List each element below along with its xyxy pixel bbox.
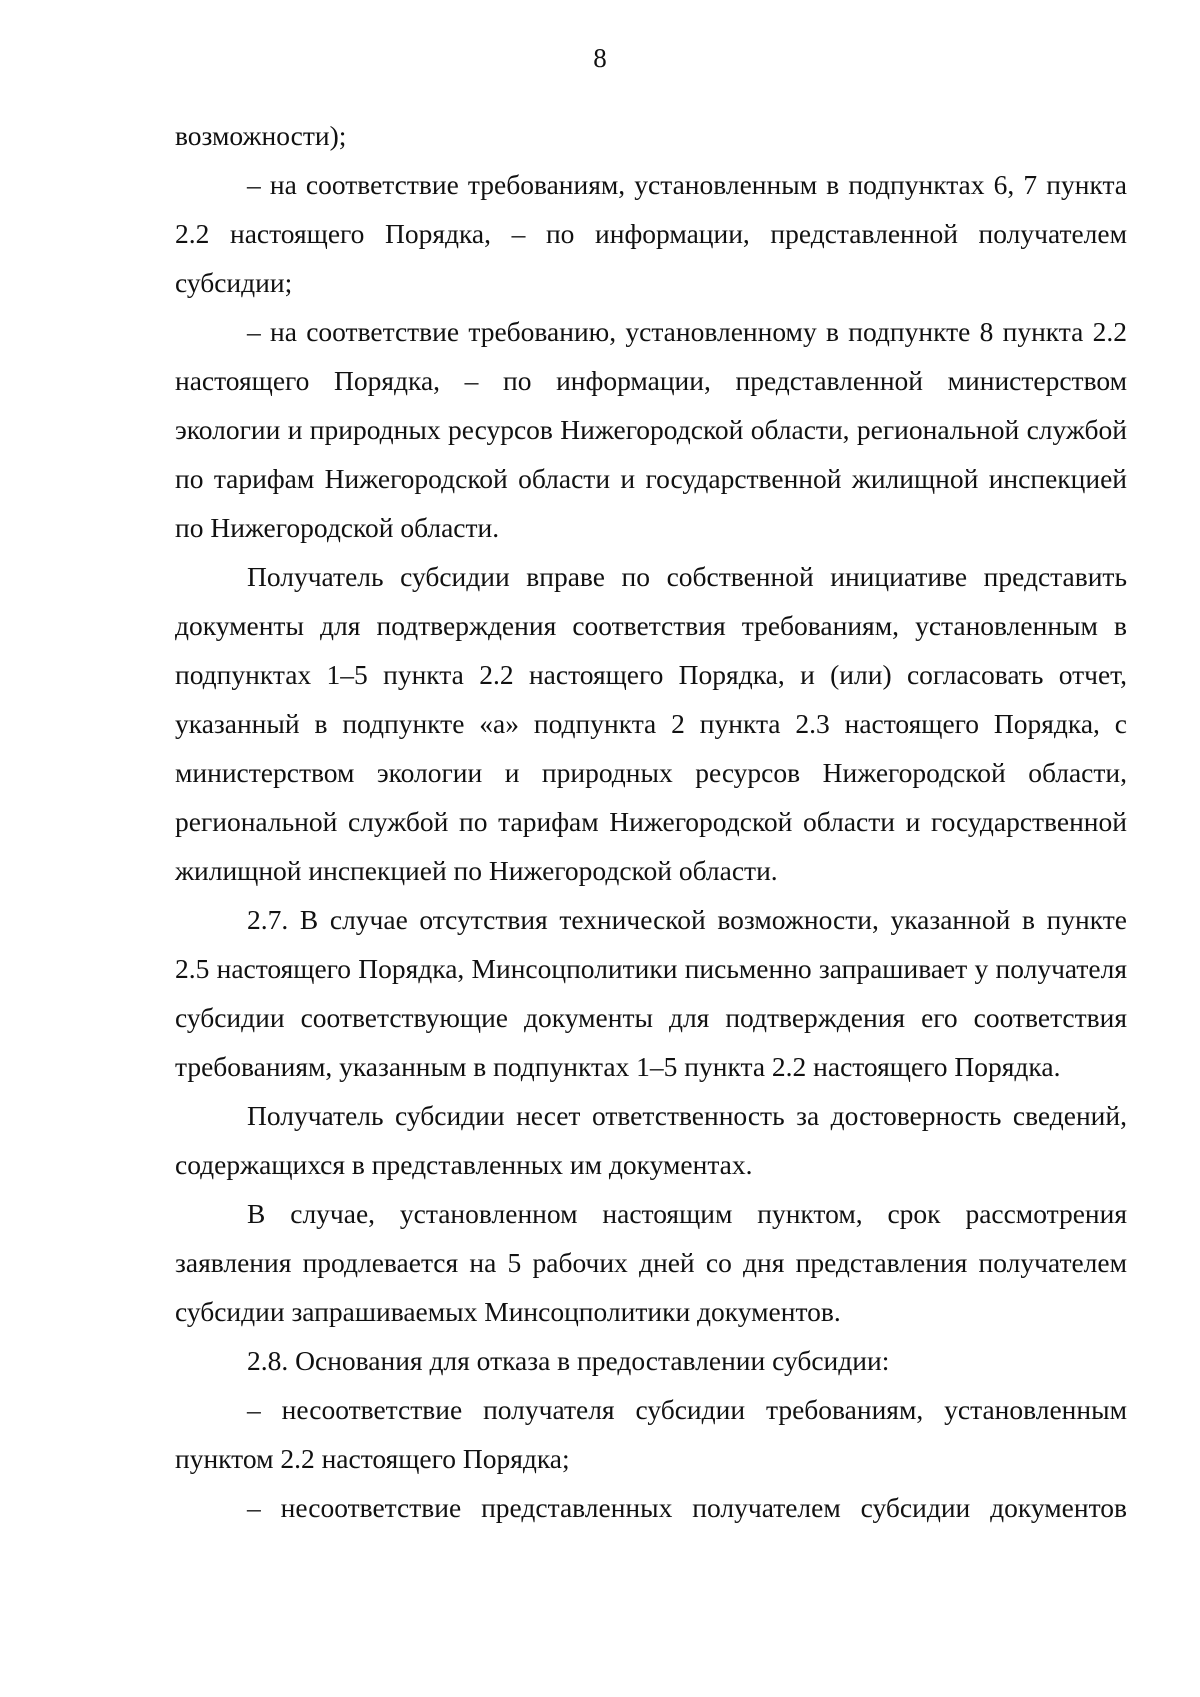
paragraph-requirements-6-7: – на соответствие требованиям, установленным в подпунктах 6, 7 пункта 2.2 настоящего Порядка, – по информации, представленной получателем субсидии; xyxy=(175,169,1127,298)
paragraph-continuation: возможности); xyxy=(175,120,347,151)
paragraph-recipient-initiative: Получатель субсидии вправе по собственной инициативе представить документы для подтверждения соответствия требованиям, установленным в подпунктах 1–5 пункта 2.2 настоящего Порядка, и (или) согласовать отчет, указанный в подпункте «а» подпункта 2 пункта 2.3 настоящего Порядка, с министерством экологии и природных ресурсов Нижегородской области, региональной службой по тарифам Нижегородской области и государственной жилищной инспекцией по Нижегородской области. xyxy=(175,561,1127,886)
page-number: 8 xyxy=(593,43,607,73)
paragraph-refusal-reason-2: – несоответствие представленных получателем субсидии документов xyxy=(247,1492,1127,1523)
paragraph-requirement-8: – на соответствие требованию, установленному в подпункте 8 пункта 2.2 настоящего Порядка, – по информации, представленной министерством экологии и природных ресурсов Нижегородской области, региональной службой по тарифам Нижегородской области и государственной жилищной инспекцией по Нижегородской области. xyxy=(175,316,1127,543)
paragraph-responsibility: Получатель субсидии несет ответственность за достоверность сведений, содержащихся в представленных им документах. xyxy=(175,1100,1127,1180)
paragraph-2-7: 2.7. В случае отсутствия технической возможности, указанной в пункте 2.5 настоящего Порядка, Минсоцполитики письменно запрашивает у получателя субсидии соответствующие документы для подтверждения его соответствия требованиям, указанным в подпунктах 1–5 пункта 2.2 настоящего Порядка. xyxy=(175,904,1127,1082)
paragraph-refusal-reason-1: – несоответствие получателя субсидии требованиям, установленным пунктом 2.2 настоящего Порядка; xyxy=(175,1394,1127,1474)
paragraph-2-8-heading: 2.8. Основания для отказа в предоставлении субсидии: xyxy=(247,1345,890,1376)
document-body xyxy=(175,111,1127,1532)
paragraph-term-extension: В случае, установленном настоящим пунктом, срок рассмотрения заявления продлевается на 5 рабочих дней со дня представления получателем субсидии запрашиваемых Минсоцполитики документов. xyxy=(175,1198,1127,1327)
